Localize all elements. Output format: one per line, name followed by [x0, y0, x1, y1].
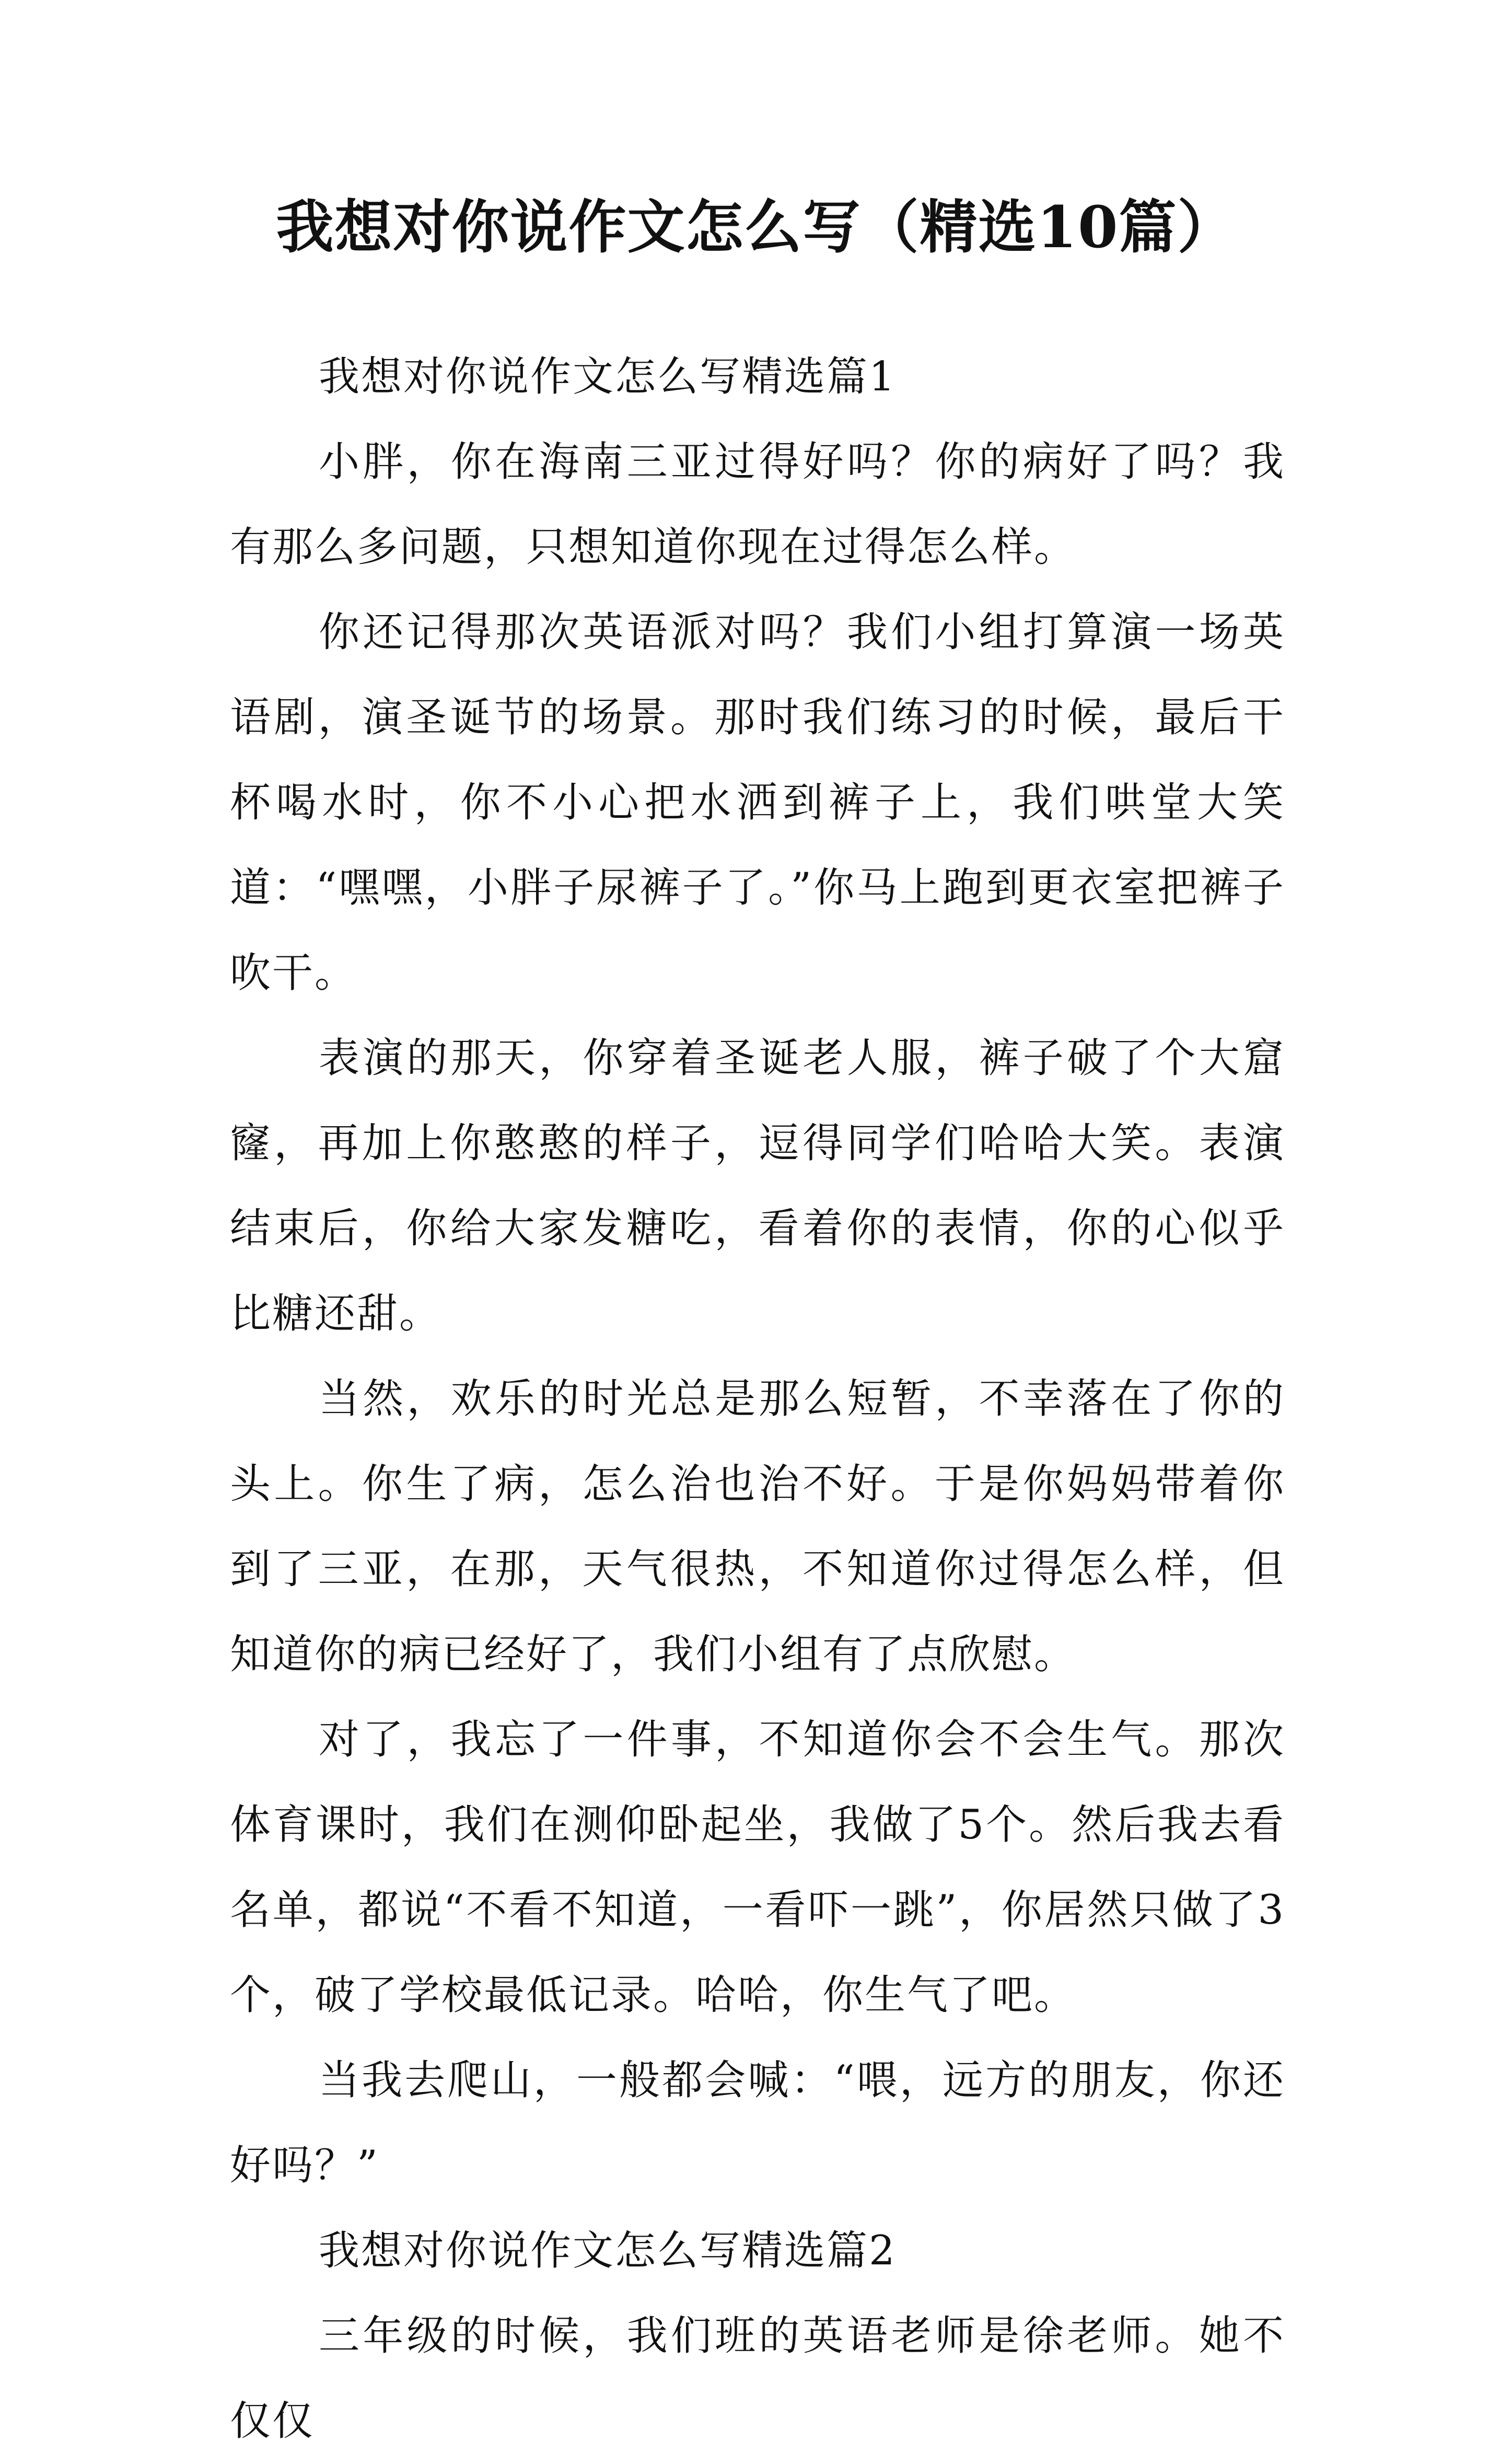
- paragraph: 对了，我忘了一件事，不知道你会不会生气。那次体育课时，我们在测仰卧起坐，我做了5个。然后我去看名单，都说“不看不知道，一看吓一跳”，你居然只做了3个，破了学校最低记录。哈哈，你生气了吧。: [230, 1716, 1285, 2019]
- paragraph: 当然，欢乐的时光总是那么短暂，不幸落在了你的头上。你生了病，怎么治也治不好。于是你妈妈带着你到了三亚，在那，天气很热，不知道你过得怎么样，但知道你的病已经好了，我们小组有了点欣慰。: [230, 1375, 1285, 1678]
- document-body: [230, 334, 1285, 2464]
- section-heading: 我想对你说作文怎么写精选篇1: [319, 353, 897, 400]
- paragraph: 三年级的时候，我们班的英语老师是徐老师。她不仅仅: [230, 2312, 1285, 2445]
- document-title: 我想对你说作文怎么写（精选10篇）: [276, 193, 1236, 261]
- paragraph: 小胖，你在海南三亚过得好吗？你的病好了吗？我有那么多问题，只想知道你现在过得怎么样。: [230, 438, 1285, 571]
- paragraph: 当我去爬山，一般都会喊：“喂，远方的朋友，你还好吗？”: [230, 2057, 1285, 2189]
- paragraph: 你还记得那次英语派对吗？我们小组打算演一场英语剧，演圣诞节的场景。那时我们练习的时候，最后干杯喝水时，你不小心把水洒到裤子上，我们哄堂大笑道：“嘿嘿，小胖子尿裤子了。”你马上跑到更衣室把裤子吹干。: [230, 609, 1285, 997]
- section-heading: 我想对你说作文怎么写精选篇2: [319, 2227, 897, 2274]
- paragraph: 表演的那天，你穿着圣诞老人服，裤子破了个大窟窿，再加上你憨憨的样子，逗得同学们哈哈大笑。表演结束后，你给大家发糖吃，看着你的表情，你的心似乎比糖还甜。: [230, 1035, 1285, 1337]
